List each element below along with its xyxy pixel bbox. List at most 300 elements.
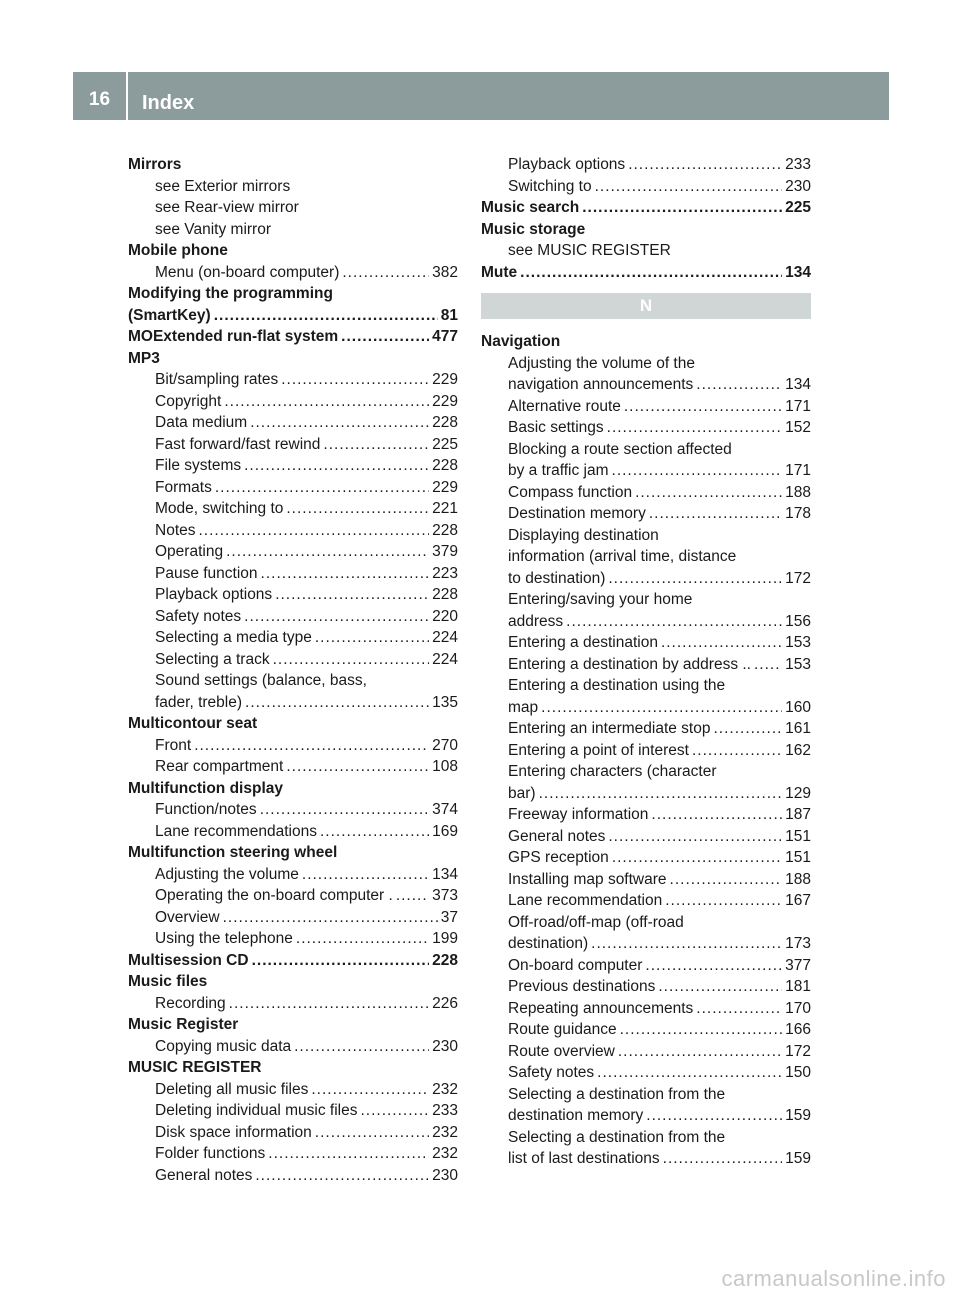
index-subentry[interactable] <box>128 1036 458 1058</box>
dot-leader <box>645 955 782 977</box>
entry-label: see MUSIC REGISTER <box>508 242 671 259</box>
dot-leader <box>341 326 429 348</box>
index-subentry[interactable] <box>481 718 811 740</box>
entry-label: Selecting a track <box>155 650 270 668</box>
entry-label: Function/notes <box>155 801 257 818</box>
index-subentry[interactable] <box>128 262 458 284</box>
index-subentry[interactable] <box>481 826 811 848</box>
index-subentry[interactable] <box>481 632 811 654</box>
entry-label: Route guidance <box>508 1021 617 1038</box>
entry-label: Copyright <box>155 392 222 410</box>
dot-leader <box>628 154 782 176</box>
page-reference[interactable]: 232 <box>432 1123 458 1141</box>
page-reference[interactable]: 224 <box>432 629 458 646</box>
entry-label: Displaying destination <box>508 526 659 544</box>
dot-leader <box>226 541 429 563</box>
entry-label: Playback options <box>508 156 626 173</box>
dot-leader <box>620 1019 783 1041</box>
page-reference[interactable]: 228 <box>432 951 458 969</box>
index-subentry[interactable] <box>481 955 811 977</box>
index-subentry <box>481 525 811 547</box>
watermark: carmanualsonline.info <box>721 1266 946 1291</box>
entry-label: see Vanity mirror <box>155 220 271 238</box>
page-reference[interactable]: 37 <box>440 908 458 926</box>
index-subentry <box>481 1127 811 1149</box>
page-reference[interactable]: 161 <box>785 720 811 737</box>
page-reference[interactable]: 377 <box>785 956 811 974</box>
page-reference[interactable]: 477 <box>432 328 458 345</box>
index-subentry[interactable] <box>128 993 458 1015</box>
entry-label: Entering a destination by address .. <box>508 655 751 673</box>
entry-label: Overview <box>155 908 220 926</box>
dot-leader <box>591 933 782 955</box>
dot-leader <box>323 434 429 456</box>
page-reference[interactable]: 159 <box>785 1107 811 1124</box>
index-subentry <box>128 670 458 692</box>
dot-leader <box>255 1165 429 1187</box>
index-subentry[interactable] <box>481 417 811 439</box>
page-reference[interactable]: 225 <box>432 435 458 453</box>
page-reference[interactable]: 221 <box>432 500 458 517</box>
index-subentry[interactable] <box>481 998 811 1020</box>
index-subentry[interactable] <box>128 477 458 499</box>
index-subentry[interactable] <box>481 783 811 805</box>
index-subentry <box>128 176 458 198</box>
index-term <box>128 348 458 370</box>
page-reference[interactable]: 230 <box>432 1166 458 1184</box>
index-column-left <box>128 154 458 1186</box>
index-subentry[interactable] <box>128 498 458 520</box>
page-number: 16 <box>88 89 111 110</box>
index-subentry[interactable] <box>128 735 458 757</box>
entry-label: Mirrors <box>128 156 182 173</box>
index-subentry[interactable] <box>481 847 811 869</box>
index-subentry[interactable] <box>128 756 458 778</box>
page-reference[interactable]: 171 <box>785 397 811 415</box>
index-subentry[interactable] <box>481 1062 811 1084</box>
dot-leader <box>214 305 438 327</box>
dot-leader <box>608 826 782 848</box>
header-bar <box>73 72 889 120</box>
index-subentry[interactable] <box>481 568 811 590</box>
dot-leader <box>215 477 429 499</box>
index-subentry[interactable] <box>128 821 458 843</box>
page-reference[interactable]: 81 <box>440 306 458 324</box>
dot-leader <box>607 417 782 439</box>
page-reference[interactable]: 171 <box>785 462 811 479</box>
page-reference[interactable]: 169 <box>432 822 458 840</box>
page-reference[interactable]: 152 <box>785 419 811 436</box>
index-subentry[interactable] <box>481 890 811 912</box>
index-subentry[interactable] <box>128 455 458 477</box>
page-reference[interactable]: 232 <box>432 1145 458 1162</box>
entry-label: Deleting individual music files <box>155 1102 358 1119</box>
page-reference[interactable]: 172 <box>785 1042 811 1060</box>
page-reference[interactable]: 160 <box>785 698 811 716</box>
entry-label: Front <box>155 736 192 754</box>
entry-label: Copying music data <box>155 1037 292 1055</box>
entry-label: Music search <box>481 199 580 216</box>
entry-label: Folder functions <box>155 1145 266 1162</box>
page-reference[interactable]: 129 <box>785 784 811 802</box>
page-reference[interactable]: 108 <box>432 758 458 775</box>
index-term <box>128 283 458 305</box>
page-reference[interactable]: 167 <box>785 892 811 909</box>
dot-leader <box>296 928 429 950</box>
index-subentry[interactable] <box>128 1079 458 1101</box>
entry-label: Switching to <box>508 177 592 195</box>
dot-leader <box>302 864 429 886</box>
index-subentry[interactable] <box>128 391 458 413</box>
index-subentry <box>481 589 811 611</box>
entry-label: Safety notes <box>155 607 242 625</box>
page-reference[interactable]: 232 <box>432 1080 458 1098</box>
index-subentry[interactable] <box>481 869 811 891</box>
page-reference[interactable]: 159 <box>785 1150 811 1167</box>
dot-leader <box>315 627 429 649</box>
entry-label: Disk space information <box>155 1123 312 1141</box>
dot-leader <box>651 804 782 826</box>
entry-label: Adjusting the volume of the <box>508 354 695 372</box>
index-subentry[interactable] <box>128 563 458 585</box>
entry-label: Entering an intermediate stop <box>508 720 711 737</box>
index-subentry[interactable] <box>128 1100 458 1122</box>
page-reference[interactable]: 134 <box>432 865 458 883</box>
index-subentry[interactable] <box>481 154 811 176</box>
index-subentry[interactable] <box>128 928 458 950</box>
index-term[interactable] <box>128 305 458 327</box>
index-subentry <box>128 219 458 241</box>
entry-label: Freeway information <box>508 806 649 823</box>
index-subentry[interactable] <box>128 627 458 649</box>
index-subentry[interactable] <box>128 520 458 542</box>
index-term <box>128 713 458 735</box>
index-term <box>128 842 458 864</box>
page-reference[interactable]: 223 <box>432 564 458 582</box>
letter-section-header: N <box>481 293 811 319</box>
dot-leader <box>696 998 782 1020</box>
entry-label: destination) <box>508 935 589 952</box>
dot-leader <box>261 563 430 585</box>
index-subentry[interactable] <box>481 697 811 719</box>
index-subentry[interactable] <box>481 804 811 826</box>
index-subentry[interactable] <box>481 654 811 676</box>
index-subentry[interactable] <box>481 460 811 482</box>
page-reference[interactable]: 173 <box>785 935 811 952</box>
dot-leader <box>649 503 782 525</box>
page-reference[interactable]: 220 <box>432 607 458 625</box>
dot-leader <box>624 396 782 418</box>
dot-leader <box>273 649 430 671</box>
page-reference[interactable]: 170 <box>785 999 811 1017</box>
index-subentry[interactable] <box>128 541 458 563</box>
dot-leader <box>245 692 429 714</box>
page-reference[interactable]: 225 <box>785 199 811 216</box>
dot-leader <box>275 584 429 606</box>
index-subentry[interactable] <box>128 864 458 886</box>
index-subentry[interactable] <box>128 584 458 606</box>
entry-label: Multifunction steering wheel <box>128 844 338 861</box>
index-subentry[interactable] <box>481 933 811 955</box>
index-term <box>128 240 458 262</box>
index-subentry[interactable] <box>481 1041 811 1063</box>
index-subentry <box>481 1084 811 1106</box>
entry-label: Destination memory <box>508 505 646 522</box>
dot-leader <box>223 907 438 929</box>
index-subentry[interactable] <box>481 482 811 504</box>
index-term[interactable] <box>128 950 458 972</box>
entry-label: (SmartKey) <box>128 306 211 324</box>
header-divider <box>126 72 128 120</box>
dot-leader <box>692 740 782 762</box>
page-reference[interactable]: 228 <box>432 414 458 431</box>
entry-label: Bit/sampling rates <box>155 371 279 388</box>
dot-leader <box>713 718 782 740</box>
index-term <box>481 331 811 353</box>
dot-leader <box>566 611 782 633</box>
dot-leader <box>754 654 782 676</box>
entry-label: Music storage <box>481 220 586 238</box>
index-term[interactable] <box>481 197 811 219</box>
entry-label: Selecting a destination from the <box>508 1085 726 1103</box>
dot-leader <box>229 993 429 1015</box>
entry-label: Entering a point of interest <box>508 741 689 759</box>
entry-label: Operating the on-board computer . <box>155 887 393 904</box>
page-reference[interactable]: 379 <box>432 543 458 560</box>
page-reference[interactable]: 230 <box>432 1037 458 1055</box>
index-subentry <box>481 675 811 697</box>
entry-label: Repeating announcements <box>508 999 694 1017</box>
entry-label: Modifying the programming <box>128 285 333 302</box>
dot-leader <box>252 950 430 972</box>
index-subentry[interactable] <box>481 396 811 418</box>
index-subentry[interactable] <box>481 976 811 998</box>
index-term <box>128 971 458 993</box>
page-reference[interactable]: 229 <box>432 371 458 388</box>
page-reference[interactable]: 187 <box>785 806 811 823</box>
index-subentry[interactable] <box>128 412 458 434</box>
entry-label: Selecting a media type <box>155 629 312 646</box>
index-subentry[interactable] <box>481 611 811 633</box>
entry-label: Data medium <box>155 414 248 431</box>
dot-leader <box>360 1100 429 1122</box>
dot-leader <box>663 1148 782 1170</box>
index-subentry[interactable] <box>128 649 458 671</box>
page-reference[interactable]: 166 <box>785 1021 811 1038</box>
dot-leader <box>281 369 429 391</box>
index-subentry <box>128 197 458 219</box>
entry-label: Safety notes <box>508 1064 595 1081</box>
index-subentry[interactable] <box>128 434 458 456</box>
dot-leader <box>311 1079 429 1101</box>
page-reference[interactable]: 188 <box>785 870 811 888</box>
page-reference[interactable]: 224 <box>432 650 458 668</box>
entry-label: address <box>508 612 564 630</box>
index-subentry[interactable] <box>128 907 458 929</box>
index-subentry <box>481 761 811 783</box>
entry-label: Formats <box>155 478 212 496</box>
page-reference[interactable]: 151 <box>785 849 811 866</box>
index-subentry[interactable] <box>128 1122 458 1144</box>
entry-label: Using the telephone <box>155 930 293 947</box>
entry-label: see Exterior mirrors <box>155 177 291 195</box>
index-subentry[interactable] <box>128 885 458 907</box>
dot-leader <box>320 821 429 843</box>
page-reference[interactable]: 135 <box>432 693 458 711</box>
entry-label: Entering characters (character <box>508 763 717 780</box>
dot-leader <box>520 262 782 284</box>
page-reference[interactable]: 178 <box>785 505 811 522</box>
dot-leader <box>539 783 783 805</box>
page-reference[interactable]: 151 <box>785 827 811 845</box>
entry-label: information (arrival time, distance <box>508 548 737 565</box>
page-reference[interactable]: 199 <box>432 930 458 947</box>
dot-leader <box>199 520 430 542</box>
dot-leader <box>646 1105 782 1127</box>
index-subentry <box>481 353 811 375</box>
page-reference[interactable]: 188 <box>785 483 811 501</box>
page-reference[interactable]: 181 <box>785 978 811 995</box>
page-reference[interactable]: 229 <box>432 478 458 496</box>
page-reference[interactable]: 270 <box>432 736 458 754</box>
dot-leader <box>396 885 429 907</box>
entry-label: Installing map software <box>508 870 667 888</box>
dot-leader <box>665 890 782 912</box>
page-reference[interactable]: 150 <box>785 1064 811 1081</box>
entry-label: fader, treble) <box>155 693 243 711</box>
entry-label: Route overview <box>508 1042 615 1060</box>
entry-label: GPS reception <box>508 849 609 866</box>
entry-label: Recording <box>155 994 226 1012</box>
index-subentry[interactable] <box>481 1105 811 1127</box>
entry-label: destination memory <box>508 1107 644 1124</box>
entry-label: Notes <box>155 521 196 539</box>
dot-leader <box>658 976 782 998</box>
entry-label: Music files <box>128 973 208 990</box>
page-reference[interactable]: 134 <box>785 376 811 393</box>
page-reference[interactable]: 226 <box>432 994 458 1012</box>
entry-label: bar) <box>508 784 536 802</box>
index-subentry[interactable] <box>128 692 458 714</box>
page-reference[interactable]: 382 <box>432 263 458 281</box>
entry-label: by a traffic jam <box>508 462 609 479</box>
dot-leader <box>597 1062 782 1084</box>
dot-leader <box>194 735 429 757</box>
entry-label: Music Register <box>128 1016 239 1033</box>
entry-label: Alternative route <box>508 397 621 415</box>
index-subentry[interactable] <box>128 1165 458 1187</box>
index-subentry <box>481 546 811 568</box>
page-reference[interactable]: 228 <box>432 521 458 539</box>
entry-label: MP3 <box>128 349 160 367</box>
index-subentry[interactable] <box>128 606 458 628</box>
page-reference[interactable]: 229 <box>432 392 458 410</box>
page-reference[interactable]: 228 <box>432 586 458 603</box>
dot-leader <box>244 455 429 477</box>
dot-leader <box>696 374 782 396</box>
entry-label: Previous destinations <box>508 978 656 995</box>
entry-label: Compass function <box>508 483 633 501</box>
page-reference[interactable]: 233 <box>785 156 811 173</box>
entry-label: map <box>508 698 539 716</box>
entry-label: MUSIC REGISTER <box>128 1059 262 1076</box>
index-subentry[interactable] <box>481 374 811 396</box>
entry-label: Selecting a destination from the <box>508 1128 726 1146</box>
entry-label: Deleting all music files <box>155 1080 309 1098</box>
index-subentry[interactable] <box>481 1019 811 1041</box>
index-term[interactable] <box>481 262 811 284</box>
dot-leader <box>315 1122 429 1144</box>
index-subentry[interactable] <box>481 503 811 525</box>
page-reference[interactable]: 134 <box>785 263 811 281</box>
entry-label: Operating <box>155 543 224 560</box>
entry-label: list of last destinations <box>508 1150 660 1167</box>
index-term <box>128 1014 458 1036</box>
dot-leader <box>286 498 429 520</box>
dot-leader <box>268 1143 429 1165</box>
dot-leader <box>635 482 782 504</box>
page-reference[interactable]: 162 <box>785 741 811 759</box>
entry-label: Adjusting the volume <box>155 865 299 883</box>
entry-label: Fast forward/fast rewind <box>155 435 321 453</box>
entry-label: Mute <box>481 263 518 281</box>
entry-label: Sound settings (balance, bass, <box>155 672 367 689</box>
section-title: Index <box>142 92 195 114</box>
entry-label: Rear compartment <box>155 758 284 775</box>
page-reference[interactable]: 233 <box>432 1102 458 1119</box>
page-reference[interactable]: 156 <box>785 612 811 630</box>
entry-label: Entering a destination <box>508 634 658 651</box>
dot-leader <box>612 460 783 482</box>
page-reference[interactable]: 153 <box>785 655 811 673</box>
index-subentry[interactable] <box>128 799 458 821</box>
page-reference[interactable]: 374 <box>432 801 458 818</box>
entry-label: Lane recommendation <box>508 892 663 909</box>
entry-label: navigation announcements <box>508 376 694 393</box>
page-reference[interactable]: 172 <box>785 569 811 587</box>
page-reference[interactable]: 153 <box>785 634 811 651</box>
index-subentry <box>481 912 811 934</box>
entry-label: Off-road/off-map (off-road <box>508 913 684 931</box>
page-reference[interactable]: 230 <box>785 177 811 195</box>
dot-leader <box>595 176 783 198</box>
index-subentry[interactable] <box>481 1148 811 1170</box>
entry-label: Blocking a route section affected <box>508 440 732 458</box>
page-reference[interactable]: 373 <box>432 887 458 904</box>
entry-label: File systems <box>155 457 242 474</box>
dot-leader <box>618 1041 782 1063</box>
entry-label: General notes <box>508 827 606 845</box>
entry-label: Mobile phone <box>128 242 228 259</box>
index-subentry[interactable] <box>481 176 811 198</box>
entry-label: Playback options <box>155 586 273 603</box>
index-subentry[interactable] <box>128 369 458 391</box>
index-subentry[interactable] <box>128 1143 458 1165</box>
index-subentry[interactable] <box>481 740 811 762</box>
page-reference[interactable]: 228 <box>432 457 458 474</box>
index-term[interactable] <box>128 326 458 348</box>
entry-label: On-board computer <box>508 956 643 974</box>
entry-label: General notes <box>155 1166 253 1184</box>
entry-label: to destination) <box>508 569 606 587</box>
index-subentry <box>481 439 811 461</box>
entry-label: Menu (on-board computer) <box>155 263 340 281</box>
dot-leader <box>244 606 429 628</box>
dot-leader <box>294 1036 429 1058</box>
entry-label: Mode, switching to <box>155 500 284 517</box>
entry-label: Multifunction display <box>128 779 283 797</box>
dot-leader <box>250 412 429 434</box>
